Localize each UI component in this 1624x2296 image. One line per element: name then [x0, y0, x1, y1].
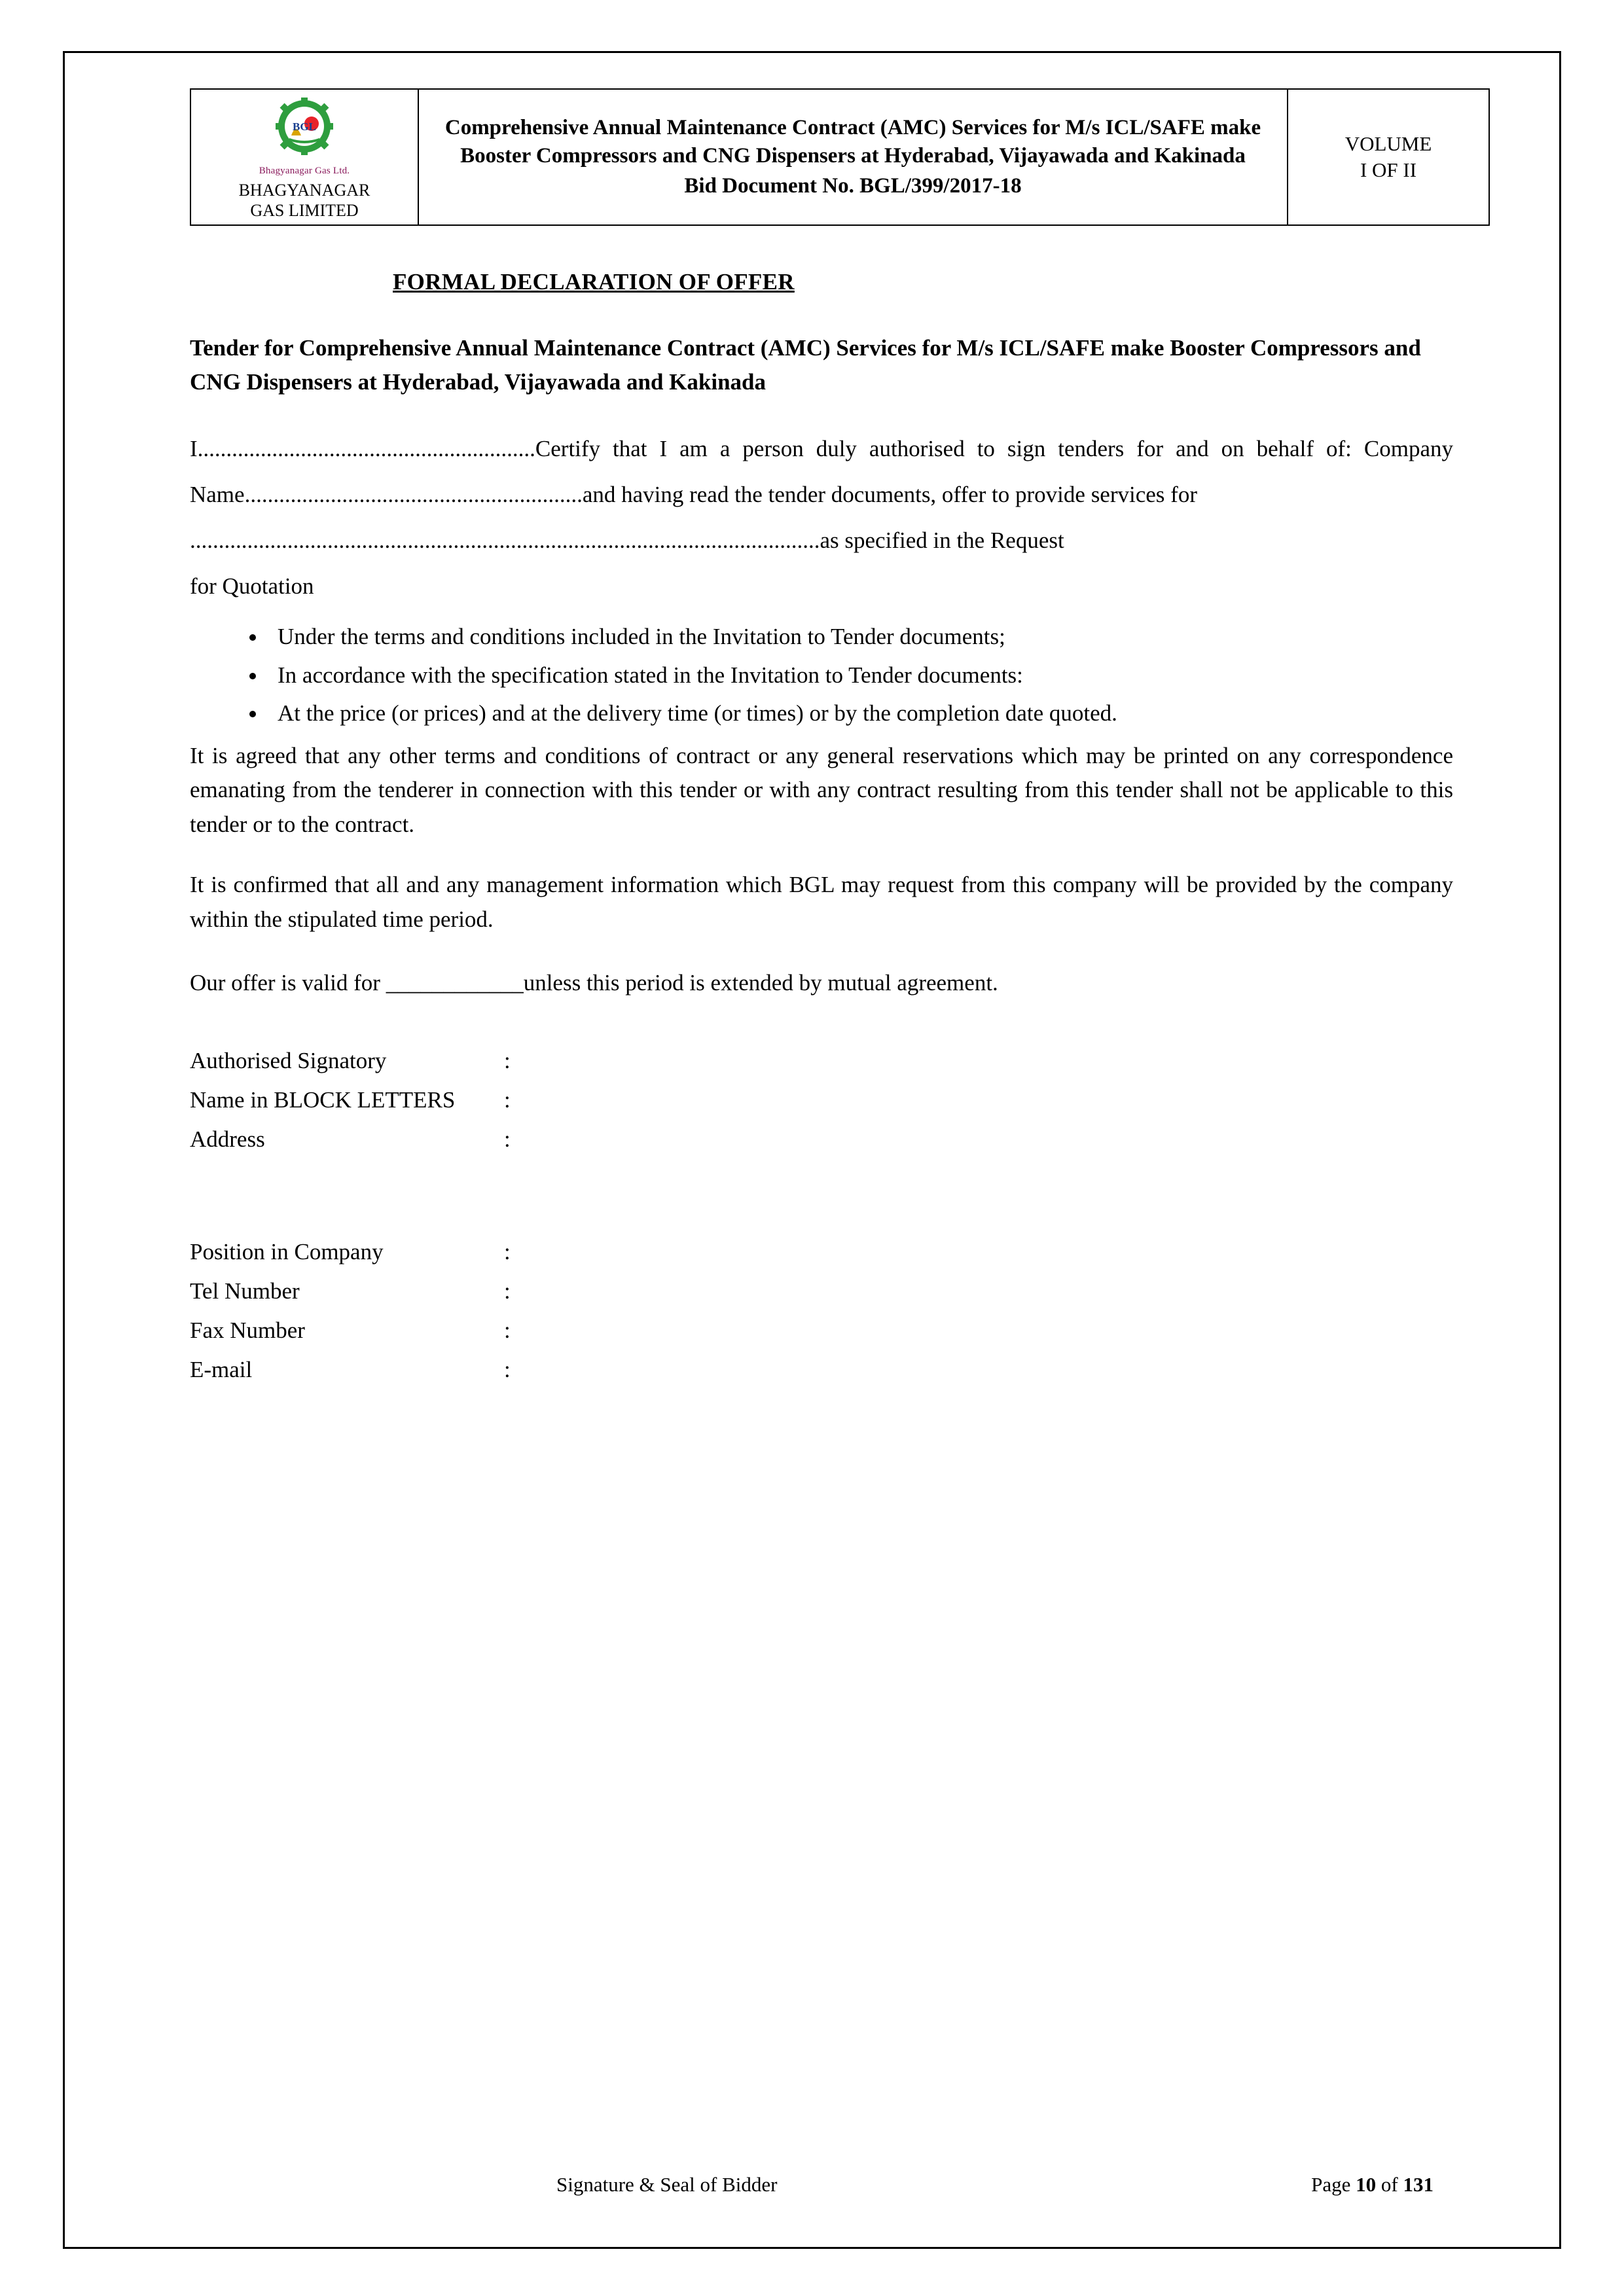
field-separator: : [504, 1086, 511, 1113]
field-label: Address [190, 1126, 265, 1152]
agreed-terms-paragraph: It is agreed that any other terms and conditions of contract or any general reservations which may be printed on any correspondence emanating from the tenderer in connection with this tender or with any contract resulting from this tender shall not be applicable to this tender or to the contract. [190, 742, 1453, 837]
offer-validity-paragraph: Our offer is valid for ____________unless this period is extended by mutual agreement. [190, 970, 998, 996]
footer-page-prefix: Page [1311, 2173, 1356, 2196]
header-title: Comprehensive Annual Maintenance Contract (AMC) Services for M/s ICL/SAFE make Booster Compressors and CNG Dispensers at Hyderabad, Vijayawada and Kakinada [444, 115, 1261, 168]
page-title: FORMAL DECLARATION OF OFFER [393, 269, 795, 295]
footer-page-total: 131 [1403, 2173, 1434, 2196]
field-separator: : [504, 1126, 511, 1152]
svg-text:BGL: BGL [293, 120, 316, 133]
declaration-paragraph-3: for Quotation [190, 573, 314, 600]
declaration-paragraph-2: ..............................................................................................................as specified in the Request [190, 528, 1064, 554]
header-bid-document: Bid Document No. BGL/399/2017-18 [684, 173, 1022, 198]
field-position-in-company [190, 1239, 1453, 1265]
page-content [190, 88, 1453, 1396]
fields-spacer [190, 1166, 1453, 1239]
field-authorised-signatory [190, 1048, 1453, 1074]
field-label: Position in Company [190, 1238, 384, 1265]
logo-company-line2: GAS LIMITED [250, 200, 359, 220]
logo-company-line1: BHAGYANAGAR [238, 181, 370, 200]
header-row [190, 89, 1489, 225]
signature-fields-group-1 [190, 1048, 1453, 1383]
page-footer [190, 2173, 1453, 2197]
declaration-paragraph-1: I...........................................................Certify that I am a person duly authorised to sign tenders for and on behalf of: Company Name...........................................................and having read the tender documents, offer to provide services for [190, 436, 1453, 508]
field-label: Tel Number [190, 1278, 300, 1304]
field-separator: : [504, 1047, 511, 1073]
list-item: • Under the terms and conditions included in the Invitation to Tender documents; [267, 620, 1453, 655]
footer-signature-text: Signature & Seal of Bidder [556, 2173, 778, 2196]
declaration-bullet-list [190, 620, 1453, 731]
field-separator: : [504, 1356, 511, 1382]
field-fax-number [190, 1318, 1453, 1344]
field-email [190, 1357, 1453, 1383]
tender-subject: Tender for Comprehensive Annual Maintenance Contract (AMC) Services for M/s ICL/SAFE make Booster Compressors and CNG Dispensers at Hyderabad, Vijayawada and Kakinada [190, 335, 1421, 395]
field-label: E-mail [190, 1356, 253, 1382]
field-name-block-letters [190, 1087, 1453, 1113]
header-volume-line2: I OF II [1360, 158, 1417, 182]
header-table [190, 88, 1490, 226]
footer-page-current: 10 [1356, 2173, 1377, 2196]
field-tel-number [190, 1278, 1453, 1304]
header-volume-cell [1288, 89, 1489, 225]
header-volume-line1: VOLUME [1344, 132, 1432, 155]
bgl-gas-logo-icon [196, 94, 412, 164]
list-item: • At the price (or prices) and at the delivery time (or times) or by the completion date quoted. [267, 696, 1453, 731]
header-logo-cell [190, 89, 418, 225]
field-separator: : [504, 1317, 511, 1343]
field-label: Authorised Signatory [190, 1047, 387, 1073]
field-address [190, 1126, 1453, 1153]
confirmation-paragraph: It is confirmed that all and any management information which BGL may request from this company will be provided by the company within the stipulated time period. [190, 872, 1453, 932]
list-item: • In accordance with the specification stated in the Invitation to Tender documents: [267, 658, 1453, 693]
field-label: Fax Number [190, 1317, 305, 1343]
field-label: Name in BLOCK LETTERS [190, 1086, 456, 1113]
logo-tagline: Bhagyanagar Gas Ltd. [259, 166, 350, 176]
field-separator: : [504, 1238, 511, 1265]
footer-page-number [1311, 2173, 1434, 2197]
field-separator: : [504, 1278, 511, 1304]
header-title-cell [418, 89, 1288, 225]
footer-page-middle: of [1376, 2173, 1403, 2196]
